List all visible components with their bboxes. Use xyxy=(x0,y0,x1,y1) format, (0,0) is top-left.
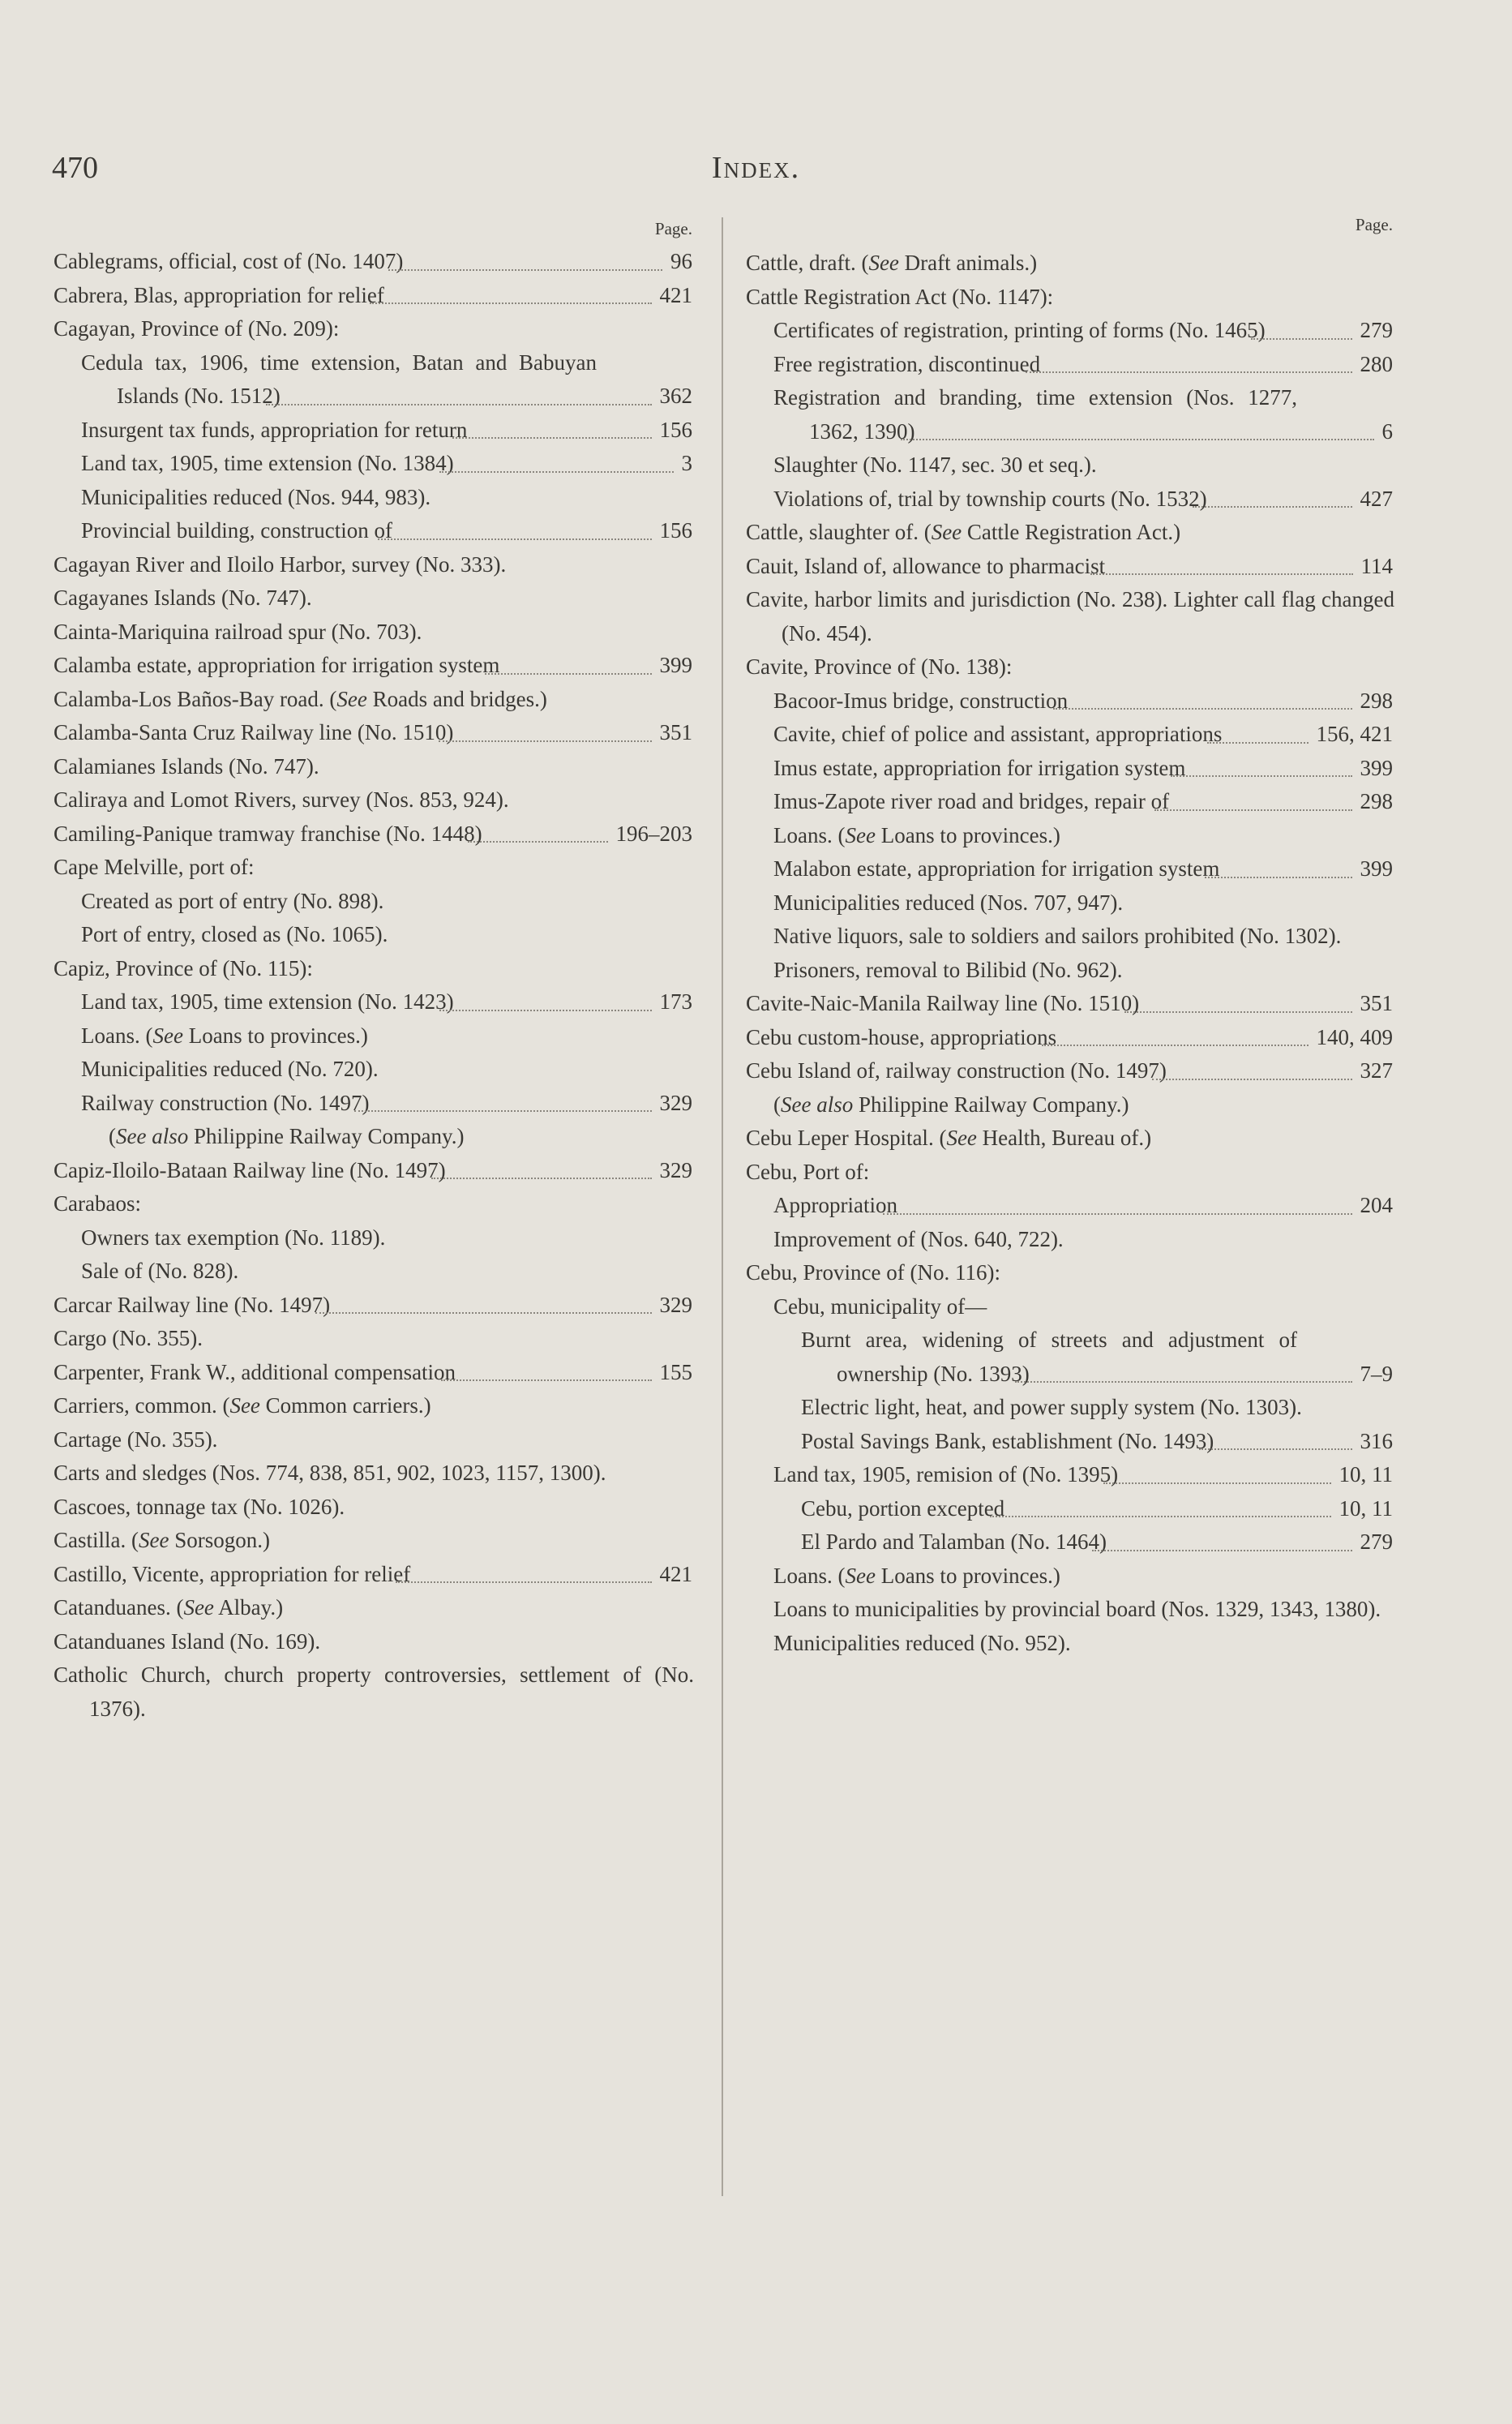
index-entry xyxy=(746,1054,1394,1088)
index-entry xyxy=(54,1423,694,1457)
index-entry xyxy=(54,1658,694,1726)
index-entry xyxy=(54,1019,694,1053)
index-entry xyxy=(746,1458,1394,1492)
entry-text: Caliraya and Lomot Rivers, survey (Nos. 853, 924). xyxy=(54,787,509,812)
index-entry xyxy=(746,448,1394,483)
index-entry xyxy=(54,649,694,683)
entry-text: Sale of (No. 828). xyxy=(81,1259,239,1283)
entry-text: Cartage (No. 355). xyxy=(54,1427,218,1452)
index-entry xyxy=(746,718,1394,752)
dot-leader xyxy=(1199,1448,1351,1450)
index-column-right xyxy=(746,212,1394,1660)
index-entry xyxy=(54,985,694,1019)
index-entry xyxy=(54,1491,694,1525)
index-entry xyxy=(746,516,1394,550)
entry-text: Cagayanes Islands (No. 747). xyxy=(54,586,312,610)
entry-text: Municipalities reduced (Nos. 707, 947). xyxy=(773,890,1124,915)
dot-leader xyxy=(883,1213,1352,1215)
index-entry xyxy=(746,920,1394,954)
entry-text: Municipalities reduced (Nos. 944, 983). xyxy=(81,484,431,509)
index-entry xyxy=(54,1087,694,1121)
index-entry xyxy=(54,1524,694,1558)
index-entry xyxy=(746,684,1394,719)
dot-leader xyxy=(1193,506,1352,508)
index-entry xyxy=(746,348,1394,382)
entry-text: Burnt area, widening of streets and adjustment of ownership (No. 1393) xyxy=(801,1328,1297,1386)
entry-text: Cedula tax, 1906, time extension, Batan and Babuyan Islands (No. 1512) xyxy=(81,350,597,408)
index-entry xyxy=(746,954,1394,988)
index-entry xyxy=(746,752,1394,786)
entry-page-ref: 316 xyxy=(1360,1428,1393,1453)
index-entry xyxy=(746,281,1394,315)
entry-text: Catanduanes Island (No. 169). xyxy=(54,1628,321,1654)
entry-text: Port of entry, closed as (No. 1065). xyxy=(81,922,388,946)
page-number: 470 xyxy=(52,151,98,185)
entry-text: Native liquors, sale to soldiers and sailors prohibited (No. 1302). xyxy=(773,924,1342,948)
entry-page-ref: 3 xyxy=(681,451,692,475)
entry-text: Appropriation xyxy=(773,1193,897,1217)
dot-leader xyxy=(439,471,674,473)
index-entry xyxy=(54,817,694,852)
dot-leader xyxy=(439,1010,652,1011)
entry-text: Cargo (No. 355). xyxy=(54,1326,203,1350)
entry-text: Calamba-Santa Cruz Railway line (No. 1510) xyxy=(54,720,454,744)
index-entry xyxy=(54,1558,694,1592)
entry-page-ref: 298 xyxy=(1360,789,1393,813)
dot-leader xyxy=(370,302,652,304)
entry-text: Cavite, chief of police and assistant, appropriations xyxy=(773,722,1223,746)
index-entry xyxy=(54,783,694,817)
entry-text: Capiz, Province of (No. 115): xyxy=(54,955,313,980)
entry-text: Cebu Island of, railway construction (No. 1497) xyxy=(746,1058,1167,1083)
index-entry xyxy=(746,886,1394,920)
index-entry xyxy=(746,583,1394,650)
entry-text: Cagayan, Province of (No. 209): xyxy=(54,316,340,341)
index-entry xyxy=(54,683,694,717)
entry-text: Cattle, draft. (See Draft animals.) xyxy=(746,251,1038,275)
index-entry xyxy=(746,1290,1394,1324)
entry-text: Imus estate, appropriation for irrigation system xyxy=(773,755,1186,780)
entry-text: Bacoor-Imus bridge, construction xyxy=(773,688,1069,713)
index-entry xyxy=(746,1021,1394,1055)
entry-text: Cebu, portion excepted xyxy=(801,1495,1005,1521)
entry-page-ref: 421 xyxy=(659,282,692,307)
index-entry xyxy=(746,1560,1394,1594)
entry-text: Cavite, Province of (No. 138): xyxy=(746,654,1013,679)
index-entry xyxy=(54,1625,694,1659)
entry-text: Electric light, heat, and power supply system (No. 1303). xyxy=(801,1395,1302,1419)
entry-page-ref: 279 xyxy=(1360,318,1393,342)
dot-leader xyxy=(1205,877,1351,878)
entry-text: Registration and branding, time extension (Nos. 1277, 1362, 1390) xyxy=(773,385,1297,444)
entry-text: Cablegrams, official, cost of (No. 1407) xyxy=(54,249,404,273)
entry-page-ref: 156 xyxy=(659,417,692,442)
index-entry xyxy=(746,1088,1394,1122)
index-entry xyxy=(746,314,1394,348)
entry-page-ref: 279 xyxy=(1360,1529,1393,1554)
entry-text: Free registration, discontinued xyxy=(773,351,1041,376)
entry-page-ref: 96 xyxy=(670,249,692,273)
entry-text: Loans. (See Loans to provinces.) xyxy=(773,822,1060,847)
dot-leader xyxy=(396,1581,651,1583)
index-entry xyxy=(54,851,694,885)
index-entry xyxy=(746,1256,1394,1290)
entry-text: Cebu, municipality of— xyxy=(773,1294,987,1319)
index-entry xyxy=(54,514,694,548)
index-entry xyxy=(54,1255,694,1289)
index-entry xyxy=(54,414,694,448)
index-entry xyxy=(54,1154,694,1188)
entry-text: Carabaos: xyxy=(54,1191,141,1216)
index-entry xyxy=(746,1122,1394,1156)
entry-page-ref: 156, 421 xyxy=(1316,722,1393,746)
dot-leader xyxy=(431,1178,652,1179)
entry-page-ref: 351 xyxy=(659,720,692,744)
entry-page-ref: 156 xyxy=(659,518,692,543)
index-entry xyxy=(54,716,694,750)
dot-leader xyxy=(1092,1550,1351,1551)
entry-page-ref: 362 xyxy=(659,384,692,408)
index-entry xyxy=(746,852,1394,886)
entry-page-ref: 280 xyxy=(1360,351,1393,376)
entry-page-ref: 196–203 xyxy=(615,821,692,846)
index-entry xyxy=(746,1425,1394,1459)
entry-list xyxy=(54,245,694,1726)
entry-page-ref: 114 xyxy=(1360,553,1393,578)
entry-text: Land tax, 1905, time extension (No. 1423) xyxy=(81,989,454,1014)
index-entry xyxy=(746,381,1394,448)
index-entry xyxy=(54,312,694,346)
entry-text: Cabrera, Blas, appropriation for relief xyxy=(54,282,384,307)
entry-text: Railway construction (No. 1497) xyxy=(81,1090,370,1115)
index-entry xyxy=(54,1053,694,1087)
entry-page-ref: 329 xyxy=(659,1090,692,1115)
entry-text: Calamianes Islands (No. 747). xyxy=(54,753,319,779)
entry-text: Improvement of (Nos. 640, 722). xyxy=(773,1226,1064,1251)
index-entry xyxy=(54,918,694,952)
index-entry xyxy=(54,1591,694,1625)
dot-leader xyxy=(990,1516,1330,1517)
dot-leader xyxy=(485,673,651,675)
entry-list xyxy=(746,247,1394,1660)
index-entry xyxy=(54,1389,694,1423)
index-entry xyxy=(746,1492,1394,1526)
dot-leader xyxy=(388,269,662,271)
entry-page-ref: 140, 409 xyxy=(1316,1024,1393,1049)
entry-page-ref: 399 xyxy=(659,653,692,677)
index-entry xyxy=(54,1289,694,1323)
dot-leader xyxy=(1090,573,1352,575)
index-entry xyxy=(54,548,694,582)
index-entry xyxy=(54,581,694,616)
index-entry xyxy=(54,885,694,919)
index-entry xyxy=(54,1221,694,1255)
dot-leader xyxy=(901,439,1374,440)
entry-text: Slaughter (No. 1147, sec. 30 et seq.). xyxy=(773,453,1097,477)
entry-text: Land tax, 1905, time extension (No. 1384) xyxy=(81,451,454,475)
index-column-left xyxy=(54,212,694,1726)
entry-text: Cascoes, tonnage tax (No. 1026). xyxy=(54,1494,345,1519)
index-entry xyxy=(746,1593,1394,1627)
index-entry xyxy=(54,952,694,986)
entry-text: Castillo, Vicente, appropriation for relief xyxy=(54,1561,411,1586)
entry-text: Catholic Church, church property controversies, settlement of (No. 1376). xyxy=(54,1662,694,1721)
index-entry xyxy=(746,483,1394,517)
entry-page-ref: 399 xyxy=(1360,856,1393,881)
entry-text: Cauit, Island of, allowance to pharmacist xyxy=(746,553,1106,578)
entry-page-ref: 298 xyxy=(1360,688,1393,713)
index-entry xyxy=(54,1322,694,1356)
entry-text: (See also Philippine Railway Company.) xyxy=(109,1124,465,1148)
index-entry xyxy=(746,819,1394,853)
entry-page-ref: 204 xyxy=(1360,1193,1393,1217)
dot-leader xyxy=(1251,338,1352,340)
dot-leader xyxy=(378,538,652,540)
dot-leader xyxy=(1207,742,1308,744)
entry-text: Cebu, Port of: xyxy=(746,1159,870,1184)
entry-page-ref: 155 xyxy=(659,1359,692,1384)
entry-page-ref: 421 xyxy=(659,1561,692,1586)
dot-leader xyxy=(1154,809,1351,811)
entry-text: Cattle Registration Act (No. 1147): xyxy=(746,284,1054,309)
entry-text: Provincial building, construction of xyxy=(81,518,392,543)
page-title: Index. xyxy=(711,151,801,185)
entry-page-ref: 427 xyxy=(1360,486,1393,511)
entry-page-ref: 329 xyxy=(659,1292,692,1317)
entry-text: Capiz-Iloilo-Bataan Railway line (No. 1497) xyxy=(54,1157,446,1182)
index-entry xyxy=(54,245,694,279)
entry-text: Calamba estate, appropriation for irrigation system xyxy=(54,653,500,677)
entry-text: Created as port of entry (No. 898). xyxy=(81,888,384,913)
entry-text: Insurgent tax funds, appropriation for return xyxy=(81,417,468,442)
index-entry xyxy=(54,481,694,515)
dot-leader xyxy=(266,404,652,405)
entry-text: Postal Savings Bank, establishment (No. 1493) xyxy=(801,1428,1214,1453)
index-entry xyxy=(746,1223,1394,1257)
entry-text: Carriers, common. (See Common carriers.) xyxy=(54,1393,431,1418)
entry-page-ref: 7–9 xyxy=(1360,1361,1393,1386)
entry-text: Cebu, Province of (No. 116): xyxy=(746,1260,1000,1285)
entry-text: Municipalities reduced (No. 952). xyxy=(773,1630,1071,1655)
index-entry xyxy=(746,1156,1394,1190)
entry-text: Municipalities reduced (No. 720). xyxy=(81,1057,379,1081)
entry-text: Certificates of registration, printing of forms (No. 1465) xyxy=(773,318,1266,342)
dot-leader xyxy=(1026,371,1351,373)
dot-leader xyxy=(354,1110,651,1112)
index-entry xyxy=(746,1525,1394,1560)
entry-text: (See also Philippine Railway Company.) xyxy=(773,1092,1129,1117)
entry-text: Castilla. (See Sorsogon.) xyxy=(54,1528,270,1552)
entry-text: Cebu Leper Hospital. (See Health, Bureau of.) xyxy=(746,1126,1152,1150)
entry-text: Cebu custom-house, appropriations xyxy=(746,1024,1057,1049)
dot-leader xyxy=(468,841,608,843)
entry-text: Land tax, 1905, remision of (No. 1395) xyxy=(773,1462,1119,1487)
index-entry xyxy=(54,1356,694,1390)
entry-text: Loans to municipalities by provincial board (Nos. 1329, 1343, 1380). xyxy=(773,1597,1381,1621)
index-entry xyxy=(746,1627,1394,1661)
dot-leader xyxy=(1152,1079,1352,1080)
dot-leader xyxy=(1103,1482,1330,1484)
entry-page-ref: 399 xyxy=(1360,755,1393,780)
entry-page-ref: 10, 11 xyxy=(1339,1462,1393,1487)
entry-text: Catanduanes. (See Albay.) xyxy=(54,1595,284,1620)
index-entry xyxy=(746,1391,1394,1425)
entry-text: Loans. (See Loans to provinces.) xyxy=(773,1563,1060,1588)
dot-leader xyxy=(1124,1011,1351,1013)
dot-leader xyxy=(452,437,651,439)
entry-text: Violations of, trial by township courts (No. 1532) xyxy=(773,486,1207,511)
entry-text: El Pardo and Talamban (No. 1464) xyxy=(801,1529,1107,1554)
entry-text: Carpenter, Frank W., additional compensation xyxy=(54,1359,456,1384)
entry-page-ref: 351 xyxy=(1360,991,1393,1015)
entry-text: Imus-Zapote river road and bridges, repair of xyxy=(773,789,1170,813)
dot-leader xyxy=(315,1312,651,1314)
index-entry xyxy=(54,616,694,650)
entry-text: Calamba-Los Baños-Bay road. (See Roads and bridges.) xyxy=(54,686,547,711)
dot-leader xyxy=(1042,1045,1308,1046)
dot-leader xyxy=(439,740,651,742)
entry-text: Carts and sledges (Nos. 774, 838, 851, 902, 1023, 1157, 1300). xyxy=(54,1461,606,1485)
entry-text: Cavite-Naic-Manila Railway line (No. 1510) xyxy=(746,991,1140,1015)
column-divider xyxy=(722,217,723,2196)
entry-text: Cagayan River and Iloilo Harbor, survey (No. 333). xyxy=(54,551,507,577)
dot-leader xyxy=(441,1379,651,1381)
entry-text: Cainta-Mariquina railroad spur (No. 703). xyxy=(54,619,422,644)
entry-page-ref: 173 xyxy=(659,989,692,1014)
entry-page-ref: 10, 11 xyxy=(1339,1495,1393,1521)
entry-text: Prisoners, removal to Bilibid (No. 962). xyxy=(773,957,1123,982)
index-entry xyxy=(746,1324,1394,1391)
entry-text: Cavite, harbor limits and jurisdiction (No. 238). Lighter call flag changed (No. 454). xyxy=(746,587,1394,646)
entry-text: Malabon estate, appropriation for irrigation system xyxy=(773,856,1220,881)
index-entry xyxy=(746,550,1394,584)
entry-page-ref: 329 xyxy=(659,1157,692,1182)
index-entry xyxy=(54,279,694,313)
index-entry xyxy=(746,987,1394,1021)
index-entry xyxy=(54,750,694,784)
entry-text: Loans. (See Loans to provinces.) xyxy=(81,1023,368,1048)
index-entry xyxy=(746,785,1394,819)
index-entry xyxy=(54,1187,694,1221)
dot-leader xyxy=(1015,1381,1352,1383)
entry-text: Carcar Railway line (No. 1497) xyxy=(54,1292,331,1317)
entry-text: Cattle, slaughter of. (See Cattle Registration Act.) xyxy=(746,520,1181,544)
entry-text: Camiling-Panique tramway franchise (No. 1448) xyxy=(54,821,482,846)
index-entry xyxy=(54,1457,694,1491)
index-entry xyxy=(746,247,1394,281)
entry-page-ref: 327 xyxy=(1360,1058,1393,1083)
entry-text: Cape Melville, port of: xyxy=(54,855,255,879)
index-entry xyxy=(54,1120,694,1154)
dot-leader xyxy=(1053,708,1351,710)
index-entry xyxy=(746,1189,1394,1223)
index-entry xyxy=(54,346,694,414)
index-entry xyxy=(746,650,1394,684)
index-entry xyxy=(54,447,694,481)
entry-page-ref: 6 xyxy=(1381,418,1393,444)
page-column-label: Page. xyxy=(1355,215,1393,234)
page-column-label: Page. xyxy=(654,219,692,238)
dot-leader xyxy=(1171,775,1351,777)
entry-text: Owners tax exemption (No. 1189). xyxy=(81,1225,386,1250)
